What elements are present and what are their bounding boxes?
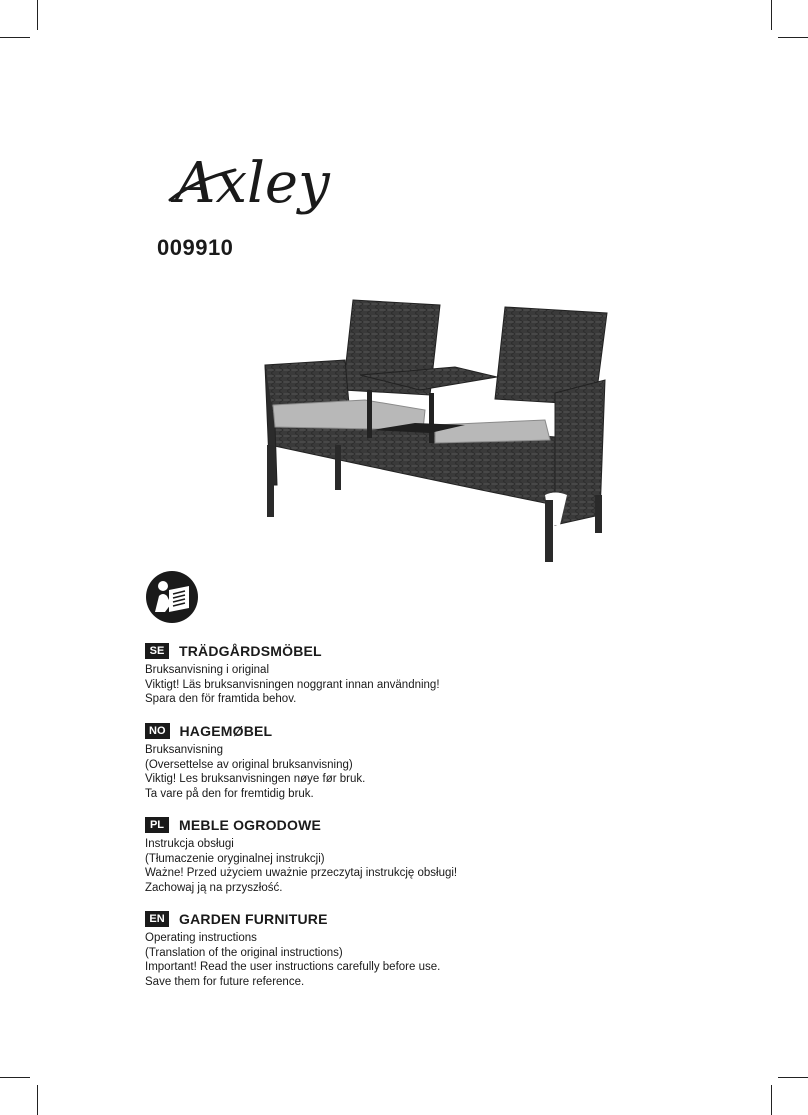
brand-logo <box>165 140 350 240</box>
section-line: Ważne! Przed użyciem uważnie przeczytaj instrukcję obsługi! <box>145 867 458 879</box>
crop-mark <box>0 1077 30 1078</box>
language-badge: EN <box>145 911 169 927</box>
section-line: Bruksanvisning <box>145 744 223 756</box>
section-title: MEBLE OGRODOWE <box>179 817 322 833</box>
section-pl <box>145 816 745 895</box>
model-number: 009910 <box>157 235 234 260</box>
section-title: TRÄDGÅRDSMÖBEL <box>179 643 322 659</box>
crop-mark <box>778 37 808 38</box>
section-line: Instrukcja obsługi <box>145 838 234 850</box>
section-se <box>145 642 745 707</box>
section-line: (Oversettelse av original bruksanvisning) <box>145 758 353 771</box>
crop-mark <box>771 0 772 30</box>
language-badge: SE <box>145 643 169 659</box>
section-no <box>145 722 745 801</box>
section-line: Operating instructions <box>145 932 257 944</box>
section-line: Spara den för framtida behov. <box>145 693 297 705</box>
section-line: Important! Read the user instructions carefully before use. <box>145 961 441 973</box>
section-line: (Translation of the original instructions) <box>145 946 343 959</box>
section-title: HAGEMØBEL <box>179 723 273 739</box>
crop-mark <box>778 1077 808 1078</box>
section-line: (Tłumaczenie oryginalnej instrukcji) <box>145 852 325 865</box>
brand-logo-text: Axley <box>175 151 330 216</box>
section-line: Viktig! Les bruksanvisningen nøye før bruk. <box>145 773 366 785</box>
read-manual-icon <box>145 570 199 624</box>
section-line: Bruksanvisning i original <box>145 664 270 676</box>
section-line: Save them for future reference. <box>145 975 305 988</box>
section-title: GARDEN FURNITURE <box>179 911 328 927</box>
garden-furniture-image <box>255 295 615 570</box>
section-line: Viktigt! Läs bruksanvisningen noggrant innan användning! <box>145 678 440 691</box>
language-badge: NO <box>145 723 170 739</box>
section-line: Ta vare på den for fremtidig bruk. <box>145 787 314 800</box>
section-line: Zachowaj ją na przyszłość. <box>145 881 283 894</box>
crop-mark <box>37 1085 38 1115</box>
crop-mark <box>0 37 30 38</box>
crop-mark <box>37 0 38 30</box>
section-en <box>145 910 745 989</box>
language-badge: PL <box>145 817 169 833</box>
crop-mark <box>771 1085 772 1115</box>
